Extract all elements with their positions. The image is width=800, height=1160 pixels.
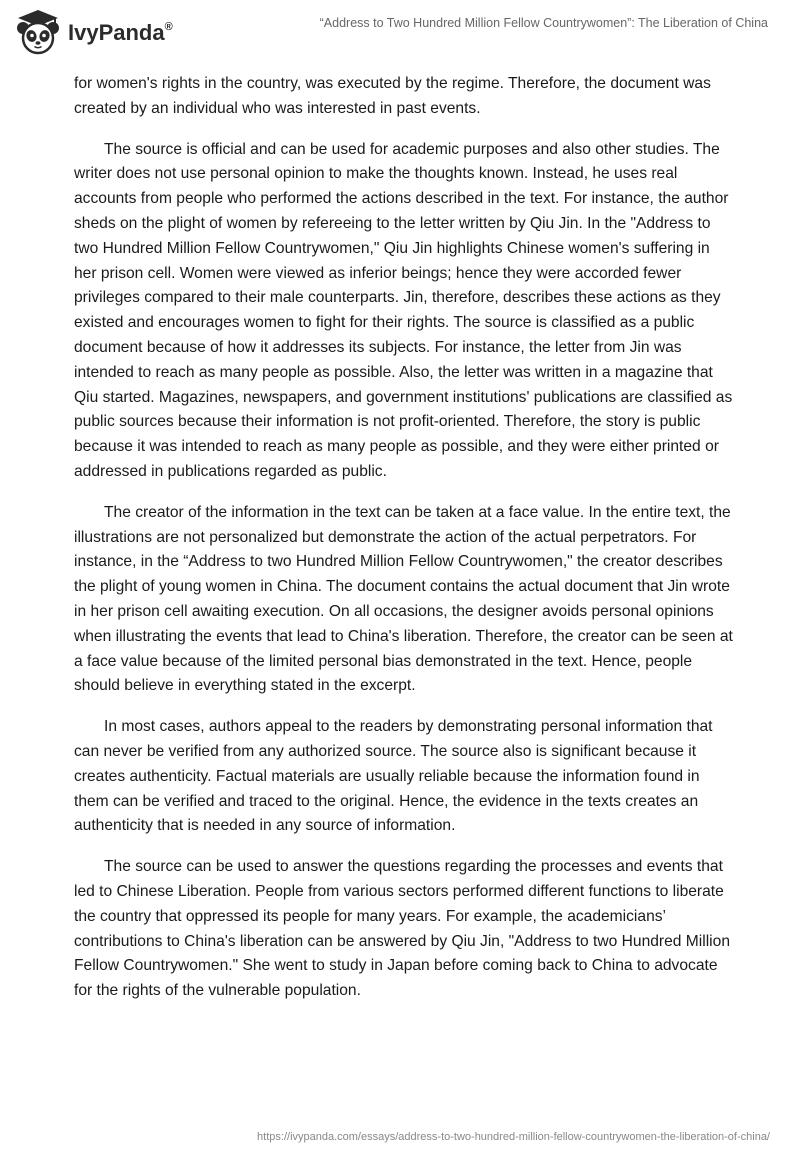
document-title: “Address to Two Hundred Million Fellow Countrywomen”: The Liberation of China [319,16,768,30]
paragraph-3: The creator of the information in the text can be taken at a face value. In the entire text, the illustrations are not personalized but demonstrate the action of the actual perpetrators. For instance, in the “Address to two Hundred Million Fellow Countrywomen," the creator describes the plight of young women in China. The document contains the actual document that Jin wrote in her prison cell awaiting execution. On all occasions, the designer avoids personal opinions when illustrating the events that lead to China's liberation. Therefore, the creator can be seen at a face value because of the limited personal bias demonstrated in the text. Hence, people should believe in everything stated in the excerpt. [74,503,733,695]
panda-graduate-icon [14,8,62,56]
ivypanda-logo[interactable] [14,8,173,56]
logo-text: IvyPanda® [68,20,173,45]
paragraph-4: In most cases, authors appeal to the readers by demonstrating personal information that can never be verified from any authorized source. The source also is significant because it creates authenticity. Factual materials are usually reliable because the information found in them can be verified and traced to the original. Hence, the evidence in the texts creates an authenticity that is needed in any source of information. [74,718,713,835]
source-url[interactable]: https://ivypanda.com/essays/address-to-two-hundred-million-fellow-countrywomen-the-liberation-of-china/ [257,1131,770,1143]
essay-body [74,72,734,1020]
paragraph-5: The source can be used to answer the questions regarding the processes and events that led to Chinese Liberation. People from various sectors performed different functions to liberate the country that oppressed its people for many years. For example, the academicians’ contributions to China's liberation can be answered by Qiu Jin, "Address to two Hundred Million Fellow Countrywomen." She went to study in Japan before coming back to China to advocate for the rights of the vulnerable population. [74,858,730,1000]
page-header [0,0,800,70]
paragraph-2: The source is official and can be used for academic purposes and also other studies. The writer does not use personal opinion to make the thoughts known. Instead, he uses real accounts from people who performed the actions described in the text. For instance, the author sheds on the plight of women by refereeing to the letter written by Qiu Jin. In the "Address to two Hundred Million Fellow Countrywomen," Qiu Jin highlights Chinese women's suffering in her prison cell. Women were viewed as inferior beings; hence they were accorded fewer privileges compared to their male counterparts. Jin, therefore, describes these actions as they existed and encourages women to fight for their rights. The source is classified as a public document because of how it addresses its subjects. For instance, the letter from Jin was intended to reach as many people as possible. Also, the letter was written in a magazine that Qiu started. Magazines, newspapers, and government institutions' publications are classified as public sources because their information is not profit-oriented. Therefore, the story is public because it was intended to reach as many people as possible, and they were either printed or addressed in publications regarded as public. [74,140,733,480]
paragraph-1: for women's rights in the country, was executed by the regime. Therefore, the document was created by an individual who was interested in past events. [74,75,711,117]
